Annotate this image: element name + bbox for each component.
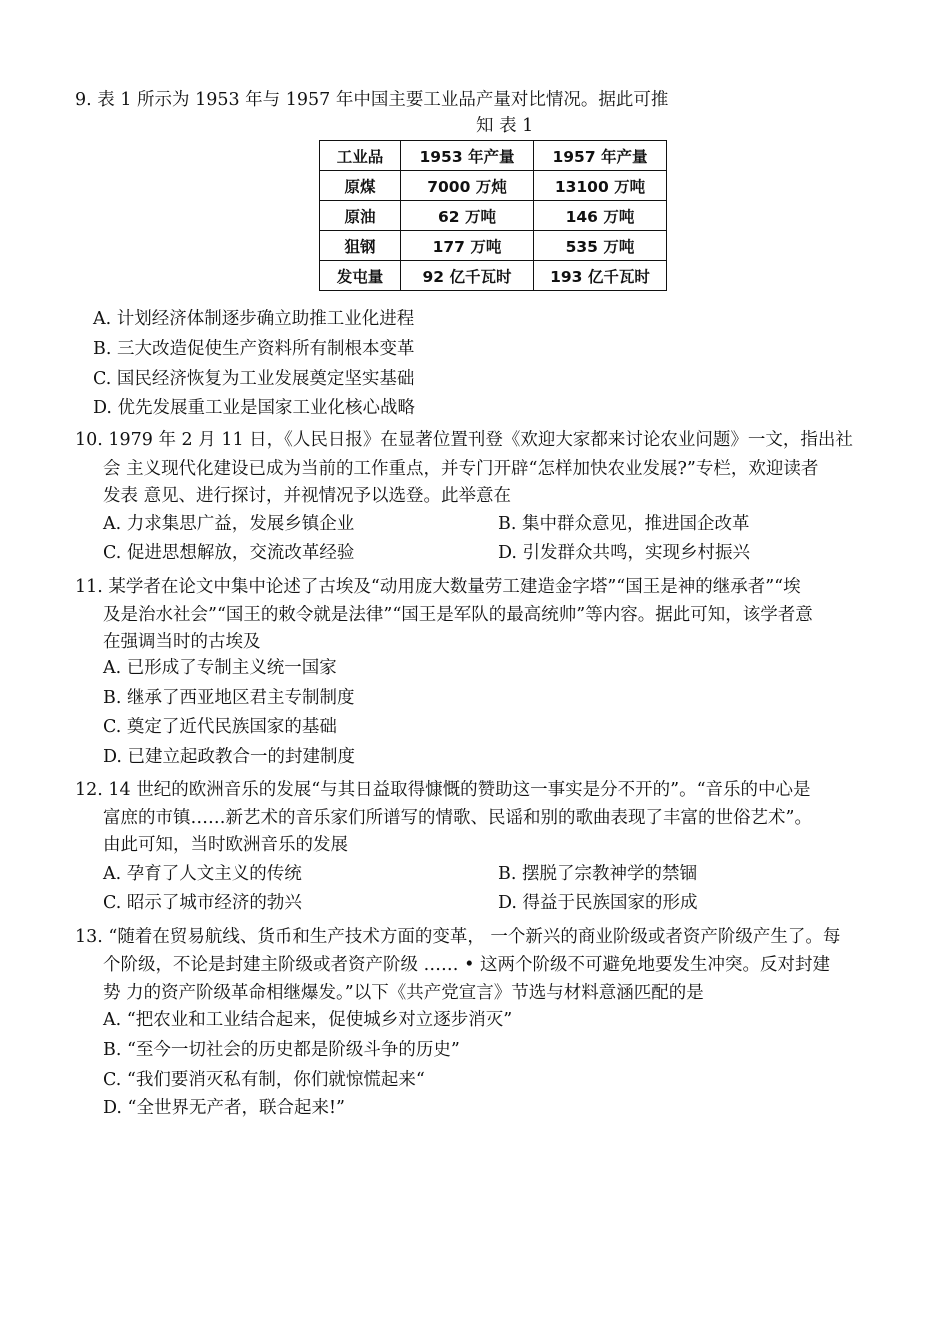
table-cell: 发屯量 (320, 261, 401, 291)
table-row (320, 201, 667, 231)
table-cell: 92 亿千瓦时 (401, 261, 534, 291)
table-cell: 62 万吨 (401, 201, 534, 231)
q13-stem-line-3: 势 力的资产阶级革命相继爆发。”以下《共产党宣言》节选与材料意涵匹配的是 (103, 983, 704, 1003)
q11-stem-line-1: 11. 某学者在论文中集中论述了古埃及“动用庞大数量劳工建造金字塔”“国王是神的继承者”“埃 (75, 577, 801, 597)
q13-stem-line-2: 个阶级，不论是封建主阶级或者资产阶级 …… • 这两个阶级不可避免地要发生冲突。反对封建 (103, 955, 831, 975)
q9-option-c: C. 国民经济恢复为工业发展奠定坚实基础 (93, 369, 415, 389)
table-row (320, 231, 667, 261)
q10-stem-line-1: 10. 1979 年 2 月 11 日，《人民日报》在显著位置刊登《欢迎大家都来讨论农业问题》一文，指出社 (75, 430, 853, 450)
q9-table (319, 140, 667, 291)
q13-option-d: D. “全世界无产者，联合起来!” (103, 1098, 345, 1118)
q13-stem-line-1: 13. “随着在贸易航线、货币和生产技术方面的变革， 一个新兴的商业阶级或者资产阶级产生了。每 (75, 927, 841, 947)
q10-option-c: C. 促进思想解放，交流改革经验 (103, 543, 355, 563)
q12-option-d: D. 得益于民族国家的形成 (498, 893, 698, 913)
q9-option-a: A. 计划经济体制逐步确立助推工业化进程 (93, 309, 415, 329)
table-cell: 原油 (320, 201, 401, 231)
table-cell: 7000 万炖 (401, 171, 534, 201)
q9-option-b: B. 三大改造促使生产资料所有制根本变革 (93, 339, 415, 359)
q10-option-a: A. 力求集思广益，发展乡镇企业 (103, 514, 355, 534)
table-cell: 193 亿千瓦时 (534, 261, 667, 291)
table-header-cell: 工业品 (320, 141, 401, 171)
q10-stem-line-3: 发表 意见、进行探讨，并视情况予以选登。此举意在 (103, 486, 512, 506)
table-cell: 535 万吨 (534, 231, 667, 261)
table-cell: 狙钢 (320, 231, 401, 261)
q10-option-b: B. 集中群众意见，推进国企改革 (498, 514, 750, 534)
q13-option-b: B. “至今一切社会的历史都是阶级斗争的历史” (103, 1040, 460, 1060)
table-header-cell: 1957 年产量 (534, 141, 667, 171)
q12-stem-line-3: 由此可知，当时欧洲音乐的发展 (103, 835, 348, 855)
q11-option-a: A. 已形成了专制主义统一国家 (103, 658, 337, 678)
q12-stem-line-2: 富庶的市镇……新艺术的音乐家们所谱写的情歌、民谣和别的歌曲表现了丰富的世俗艺术”。 (103, 808, 812, 828)
q13-option-a: A. “把农业和工业结合起来，促使城乡对立逐步消灭” (103, 1010, 513, 1030)
q9-option-d: D. 优先发展重工业是国家工业化核心战略 (93, 398, 416, 418)
q12-option-b: B. 摆脱了宗教神学的禁锢 (498, 864, 697, 884)
table-cell: 13100 万吨 (534, 171, 667, 201)
q12-stem-line-1: 12. 14 世纪的欧洲音乐的发展“与其日益取得慷慨的赞助这一事实是分不开的”。“音乐的中心是 (75, 780, 811, 800)
table-cell: 177 万吨 (401, 231, 534, 261)
table-row (320, 171, 667, 201)
q11-stem-line-3: 在强调当时的古埃及 (103, 632, 261, 652)
table-header-row (320, 141, 667, 171)
q11-stem-line-2: 及是治水社会”“国王的敕令就是法律”“国王是军队的最高统帅”等内容。据此可知，该学者意 (103, 605, 813, 625)
q10-stem-line-2: 会 主义现代化建设已成为当前的工作重点，并专门开辟“怎样加快农业发展?”专栏，欢迎读者 (103, 459, 819, 479)
q9-stem: 9. 表 1 所示为 1953 年与 1957 年中国主要工业品产量对比情况。据此可推 (75, 90, 669, 110)
q13-option-c: C. “我们要消灭私有制，你们就惊慌起来“ (103, 1070, 425, 1090)
q12-option-c: C. 昭示了城市经济的勃兴 (103, 893, 302, 913)
q10-option-d: D. 引发群众共鸣，实现乡村振兴 (498, 543, 751, 563)
q9-stem-cont: 知 表 1 (476, 116, 534, 136)
table-header-cell: 1953 年产量 (401, 141, 534, 171)
q11-option-d: D. 已建立起政教合一的封建制度 (103, 747, 356, 767)
q11-option-b: B. 继承了西亚地区君主专制制度 (103, 688, 355, 708)
table-cell: 146 万吨 (534, 201, 667, 231)
table-row (320, 261, 667, 291)
q12-option-a: A. 孕育了人文主义的传统 (103, 864, 302, 884)
table-cell: 原煤 (320, 171, 401, 201)
q11-option-c: C. 奠定了近代民族国家的基础 (103, 717, 337, 737)
